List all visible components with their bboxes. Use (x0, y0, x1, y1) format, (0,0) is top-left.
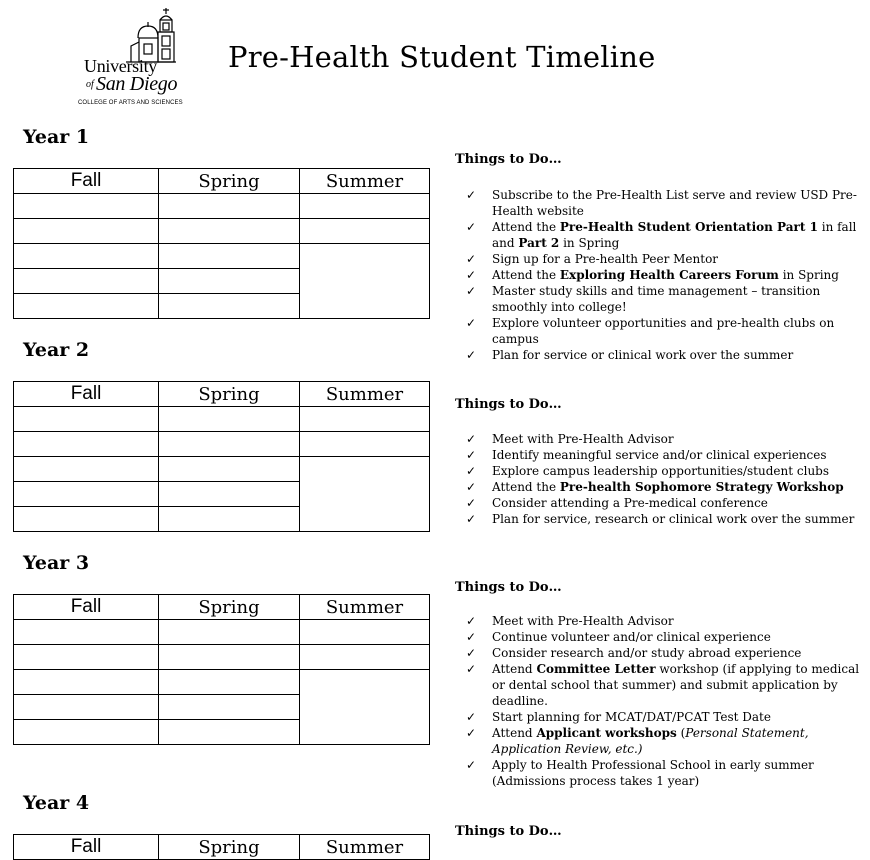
fall-cell[interactable] (14, 219, 159, 244)
spring-cell[interactable] (159, 432, 300, 457)
fall-cell[interactable] (14, 457, 159, 482)
year-1-todo-list (466, 187, 866, 363)
fall-cell[interactable] (14, 482, 159, 507)
todo-item-text: Meet with Pre-Health Advisor (492, 614, 674, 628)
checkmark-icon: ✓ (466, 284, 477, 298)
fall-cell[interactable] (14, 294, 159, 319)
checkmark-icon: ✓ (466, 432, 477, 446)
checkmark-icon: ✓ (466, 252, 477, 266)
todo-item-italic-text: Personal Statement, Application Review, etc.) (492, 726, 809, 756)
todo-item (466, 725, 866, 757)
todo-item-text: ( (676, 726, 686, 740)
year-2-heading: Year 2 (23, 339, 90, 361)
fall-cell[interactable] (14, 194, 159, 219)
todo-item-bold-text: Applicant workshops (536, 726, 677, 740)
todo-item-text: in Spring (778, 268, 839, 282)
spring-cell[interactable] (159, 294, 300, 319)
year-1-todo-heading: Things to Do… (455, 152, 562, 167)
todo-item-text: Subscribe to the Pre-Health List serve and review USD Pre-Health website (492, 188, 857, 218)
summer-cell[interactable] (300, 670, 430, 745)
todo-item (466, 283, 866, 315)
todo-item-text: Identify meaningful service and/or clinical experiences (492, 448, 827, 462)
todo-item-text: Explore campus leadership opportunities/student clubs (492, 464, 830, 478)
todo-item (466, 187, 866, 219)
todo-item-text: Plan for service or clinical work over the summer (492, 348, 794, 362)
spring-cell[interactable] (159, 244, 300, 269)
year-3-todo-list (466, 613, 866, 789)
page-title: Pre-Health Student Timeline (228, 40, 656, 74)
checkmark-icon: ✓ (466, 448, 477, 462)
fall-cell[interactable] (14, 720, 159, 745)
spring-header: Spring (159, 835, 300, 860)
fall-cell[interactable] (14, 407, 159, 432)
todo-item (466, 431, 866, 447)
summer-cell[interactable] (300, 244, 430, 319)
spring-cell[interactable] (159, 670, 300, 695)
spring-header: Spring (159, 382, 300, 407)
checkmark-icon: ✓ (466, 464, 477, 478)
todo-item (466, 251, 866, 267)
fall-header: Fall (14, 169, 159, 194)
year-3-schedule-table (13, 594, 430, 745)
todo-item (466, 757, 866, 789)
todo-item-bold-text: Part 2 (518, 236, 560, 250)
checkmark-icon: ✓ (466, 188, 477, 202)
spring-cell[interactable] (159, 720, 300, 745)
checkmark-icon: ✓ (466, 614, 477, 628)
fall-header: Fall (14, 595, 159, 620)
todo-item-text: Attend (492, 662, 537, 676)
todo-item (466, 645, 866, 661)
summer-cell[interactable] (300, 432, 430, 457)
checkmark-icon: ✓ (466, 496, 477, 510)
todo-item-text: Consider attending a Pre-medical conference (492, 496, 768, 510)
year-2-schedule-table (13, 381, 430, 532)
spring-cell[interactable] (159, 645, 300, 670)
todo-item-text: Start planning for MCAT/DAT/PCAT Test Date (492, 710, 771, 724)
todo-item-text: Apply to Health Professional School in early summer (Admissions process takes 1 year) (492, 758, 814, 788)
summer-header: Summer (300, 595, 430, 620)
todo-item-text: Meet with Pre-Health Advisor (492, 432, 674, 446)
summer-cell[interactable] (300, 645, 430, 670)
year-1-schedule-table (13, 168, 430, 319)
todo-item (466, 267, 866, 283)
todo-item-text: Attend (492, 726, 537, 740)
fall-cell[interactable] (14, 620, 159, 645)
todo-item (466, 661, 866, 709)
fall-cell[interactable] (14, 507, 159, 532)
fall-cell[interactable] (14, 269, 159, 294)
summer-cell[interactable] (300, 194, 430, 219)
spring-header: Spring (159, 169, 300, 194)
checkmark-icon: ✓ (466, 758, 477, 772)
spring-cell[interactable] (159, 407, 300, 432)
logo-san-diego-text: San Diego (96, 73, 178, 95)
logo-university-text: University (84, 56, 157, 76)
spring-cell[interactable] (159, 620, 300, 645)
todo-item (466, 479, 866, 495)
year-3-heading: Year 3 (23, 552, 90, 574)
fall-cell[interactable] (14, 244, 159, 269)
summer-header: Summer (300, 835, 430, 860)
todo-item (466, 629, 866, 645)
spring-cell[interactable] (159, 219, 300, 244)
fall-header: Fall (14, 835, 159, 860)
todo-item-text: Consider research and/or study abroad experience (492, 646, 802, 660)
summer-header: Summer (300, 382, 430, 407)
summer-cell[interactable] (300, 407, 430, 432)
todo-item-text: Continue volunteer and/or clinical experience (492, 630, 771, 644)
checkmark-icon: ✓ (466, 646, 477, 660)
todo-item (466, 347, 866, 363)
todo-item-bold-text: Pre-Health Student Orientation Part 1 (559, 220, 818, 234)
todo-item (466, 495, 866, 511)
checkmark-icon: ✓ (466, 512, 477, 526)
fall-cell[interactable] (14, 670, 159, 695)
todo-item-text: Master study skills and time management – transition smoothly into college! (492, 284, 821, 314)
summer-header: Summer (300, 169, 430, 194)
mission-building-icon (76, 4, 188, 64)
fall-cell[interactable] (14, 645, 159, 670)
fall-cell[interactable] (14, 432, 159, 457)
spring-header: Spring (159, 595, 300, 620)
checkmark-icon: ✓ (466, 710, 477, 724)
checkmark-icon: ✓ (466, 630, 477, 644)
todo-item (466, 511, 866, 527)
checkmark-icon: ✓ (466, 726, 477, 740)
year-2-todo-list (466, 431, 866, 527)
todo-item-text: Attend the (492, 220, 560, 234)
todo-item-text: in Spring (559, 236, 620, 250)
todo-item-bold-text: Committee Letter (536, 662, 656, 676)
checkmark-icon: ✓ (466, 480, 477, 494)
spring-cell[interactable] (159, 457, 300, 482)
fall-cell[interactable] (14, 695, 159, 720)
year-4-heading: Year 4 (23, 792, 90, 814)
checkmark-icon: ✓ (466, 316, 477, 330)
checkmark-icon: ✓ (466, 662, 477, 676)
todo-item-text: Attend the (492, 480, 560, 494)
checkmark-icon: ✓ (466, 268, 477, 282)
logo-of-text: of (86, 79, 94, 90)
checkmark-icon: ✓ (466, 220, 477, 234)
todo-item (466, 463, 866, 479)
year-1-heading: Year 1 (23, 126, 90, 148)
logo-college-text: COLLEGE OF ARTS AND SCIENCES (78, 100, 183, 106)
todo-item-bold-text: Exploring Health Careers Forum (559, 268, 779, 282)
fall-header: Fall (14, 382, 159, 407)
todo-item (466, 613, 866, 629)
summer-cell[interactable] (300, 620, 430, 645)
summer-cell[interactable] (300, 219, 430, 244)
year-2-todo-heading: Things to Do… (455, 397, 562, 412)
checkmark-icon: ✓ (466, 348, 477, 362)
todo-item-bold-text: Pre-health Sophomore Strategy Workshop (559, 480, 844, 494)
todo-item (466, 219, 866, 251)
todo-item-text: Sign up for a Pre-health Peer Mentor (492, 252, 719, 266)
spring-cell[interactable] (159, 194, 300, 219)
todo-item (466, 315, 866, 347)
todo-item-text: Attend the (492, 268, 560, 282)
spring-cell[interactable] (159, 695, 300, 720)
todo-item-text: Plan for service, research or clinical work over the summer (492, 512, 855, 526)
spring-cell[interactable] (159, 269, 300, 294)
summer-cell[interactable] (300, 457, 430, 532)
year-3-todo-heading: Things to Do… (455, 580, 562, 595)
spring-cell[interactable] (159, 507, 300, 532)
todo-item (466, 709, 866, 725)
spring-cell[interactable] (159, 482, 300, 507)
year-4-todo-heading: Things to Do… (455, 824, 562, 839)
year-4-schedule-table (13, 834, 430, 860)
todo-item-text: in fall and (492, 220, 857, 250)
todo-item-text: workshop (if applying to medical or dental school that summer) and submit application by deadline. (492, 662, 860, 708)
usd-logo (76, 4, 188, 108)
todo-item-text: Explore volunteer opportunities and pre-health clubs on campus (492, 316, 835, 346)
todo-item (466, 447, 866, 463)
